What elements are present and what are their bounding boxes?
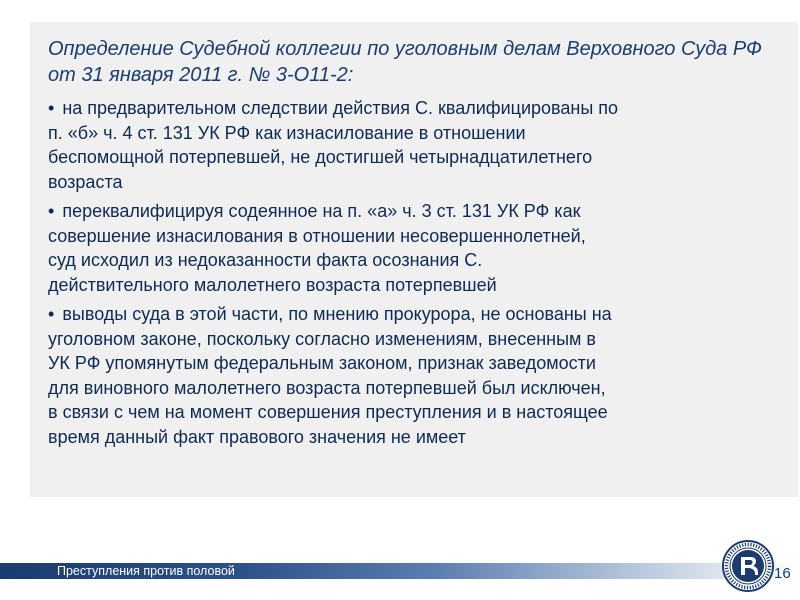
page-number: 16: [774, 565, 791, 582]
bullet-text: переквалифицируя содеянное на п. «а» ч. 3 ст. 131 УК РФ как совершение изнасилования в отношении несовершеннолетней, суд исходил из недоказанности факта осознания С. действительного малолетнего возраста потерпевшей: [48, 201, 586, 295]
bullet-text: выводы суда в этой части, по мнению прокурора, не основаны на уголовном законе, поскольку согласно изменениям, внесенным в УК РФ упомянутым федеральным законом, признак заведомости для виновного малолетнего возраста потерпевшей был исключен, в связи с чем на момент совершения преступления и в настоящее время данный факт правового значения не имеет: [48, 304, 612, 447]
bullet-mark: •: [48, 304, 55, 324]
bullet-mark: •: [48, 98, 55, 118]
slide-heading: Определение Судебной коллегии по уголовным делам Верховного Суда РФ от 31 января 2011 г. № 3-О11-2:: [48, 38, 762, 86]
bullet-item: [48, 96, 778, 194]
bullet-item: [48, 302, 778, 449]
footer-section-title: Преступления против половой: [57, 564, 235, 578]
bullet-text: на предварительном следствии действия С. квалифицированы по п. «б» ч. 4 ст. 131 УК РФ как изнасилование в отношении беспомощной потерпевшей, не достигшей четырнадцатилетнего возраста: [48, 98, 619, 192]
bullet-mark: •: [48, 201, 55, 221]
university-seal-icon: [722, 540, 774, 592]
bullet-list: [48, 96, 778, 454]
bullet-item: [48, 199, 778, 297]
footer-bar: [0, 563, 800, 579]
